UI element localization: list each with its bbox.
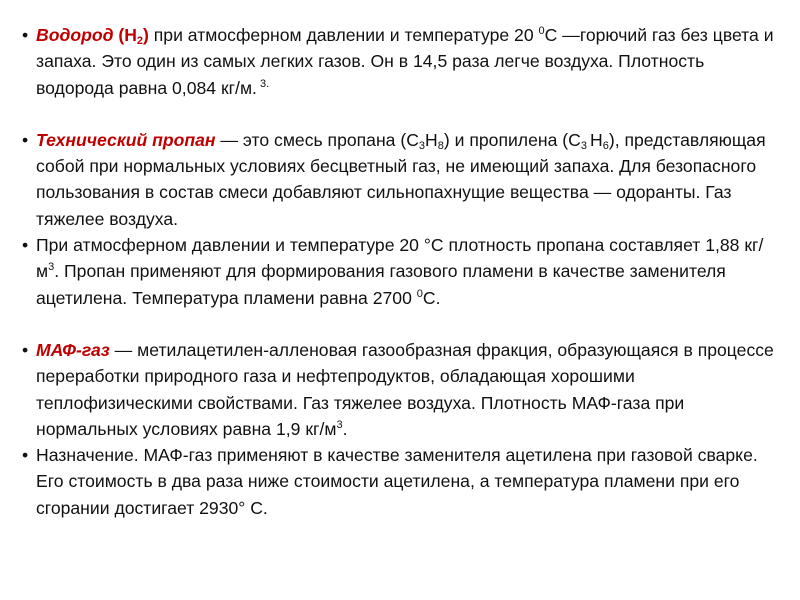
paragraph-maf-usage	[22, 442, 786, 521]
bullet-marker: •	[22, 339, 29, 360]
degree-superscript: 0	[538, 25, 545, 37]
term-propane: Технический пропан	[36, 129, 216, 150]
propane-text-e: ), представляющая собой при нормальных условиях бесцветный газ, не имеющий запаха. Для безопасного пользования в состав смеси добавляют сильнопахнущие вещества — одоранты. Газ тяжелее воздуха.	[36, 129, 766, 229]
bullet-marker: •	[22, 445, 29, 466]
paragraph-maf: • МАФ-газ — метилацетилен-алленовая газообразная фракция, образующаяся в процессе переработки природного газа и нефтепродуктов, обладающая хорошими теплофизическими свойствами. Газ тяжелее воздуха. Плотность МАФ-газа при нормальных условиях равна 1,9 $кг/м^3$.	[22, 337, 786, 442]
maf-usage-text: Назначение. МАФ-газ применяют в качестве заменителя ацетилена при газовой сварке. Его стоимость в два раза ниже стоимости ацетилена, а температура пламени при его сгорании достигает 2930° С.	[36, 445, 758, 518]
bullet-marker: •	[22, 129, 29, 150]
maf-text-a: — метилацетилен-алленовая газообразная фракция, образующаяся в процессе переработки природного газа и нефтепродуктов, обладающая хорошими теплофизическими свойствами. Газ тяжелее воздуха. Плотность МАФ-газа при нормальных условиях равна 1,9 кг/м	[36, 339, 774, 439]
propane-text-a: — это смесь пропана (С	[215, 129, 419, 150]
paragraph-hydrogen	[22, 22, 786, 101]
term-hydrogen: Водород	[36, 25, 114, 45]
bullet-marker: •	[22, 25, 29, 45]
bullet-marker: •	[22, 235, 29, 256]
unit-superscript: 3.	[256, 77, 270, 90]
propane-density-text-a: При атмосферном давлении и температуре 20 °С плотность пропана составляет 1,88 кг/м	[36, 235, 764, 282]
hydrogen-text-a: при атмосферном давлении и температуре 20	[148, 25, 539, 45]
hydrogen-text-b: С —горючий газ без цвета и запаха. Это один из самых легких газов. Он в 14,5 раза легче воздуха. Плотность водорода равна 0,084 кг/м.	[36, 25, 774, 98]
propane-density-text-b: . Пропан применяют для формирования газового пламени в качестве заменителя ацетилена. Температура пламени равна 2700	[36, 261, 726, 308]
term-maf: МАФ-газ	[36, 339, 110, 360]
paragraph-propane: • Технический пропан — это смесь пропана $(С_3Н_8)$ и пропилена ($С_3$ $Н_6$), представляющая собой при нормальных условиях бесцветный газ, не имеющий запаха. Для безопасного пользования в состав смеси добавляют сильнопахнущие вещества — одоранты. Газ тяжелее воздуха.	[22, 127, 786, 232]
paragraph-propane-density: • При атмосферном давлении и температуре 20 °С плотность пропана составляет 1,88 $кг/м^3$. Пропан применяют для формирования газового пламени в качестве заменителя ацетилена. Температура пламени равна 2700 $^0$С.	[22, 232, 786, 311]
formula-hydrogen: $(Н_2)$	[113, 25, 149, 47]
